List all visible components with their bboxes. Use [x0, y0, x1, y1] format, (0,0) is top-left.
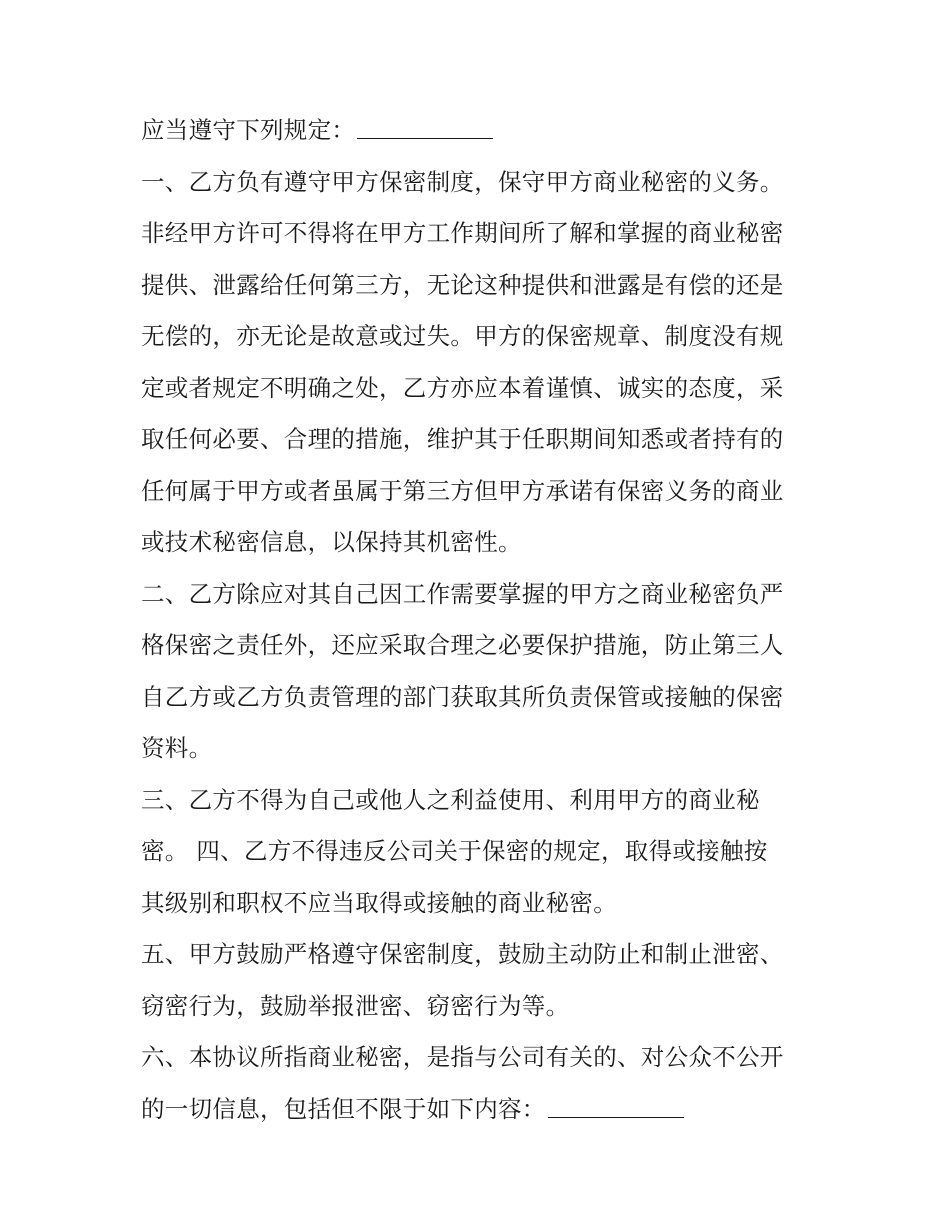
text-line [141, 1084, 821, 1136]
text-line: 密。 四、乙方不得违反公司关于保密的规定，取得或接触按 [141, 837, 768, 865]
text-line: 六、本协议所指商业秘密，是指与公司有关的、对公众不公开 [141, 1043, 784, 1071]
text-line: 五、甲方鼓励严格遵守保密制度，鼓励主动防止和制止泄密、 [141, 940, 784, 968]
text-line: 无偿的，亦无论是故意或过失。甲方的保密规章、制度没有规 [141, 322, 784, 350]
text-line: 三、乙方不得为自己或他人之利益使用、利用甲方的商业秘 [141, 785, 760, 814]
document-body [141, 105, 821, 1135]
text-line: 一、乙方负有遵守甲方保密制度，保守甲方商业秘密的义务。 [141, 167, 784, 196]
text-line: 或技术秘密信息，以保持其机密性。 [141, 528, 522, 556]
text-line: 任何属于甲方或者虽属于第三方但甲方承诺有保密义务的商业 [141, 476, 784, 505]
text-line: 资料。 [141, 734, 213, 762]
text-line: 自乙方或乙方负责管理的部门获取其所负责保管或接触的保密 [141, 682, 784, 711]
text-line: 提供、泄露给任何第三方，无论这种提供和泄露是有偿的还是 [141, 270, 784, 299]
text-line: 其级别和职权不应当取得或接触的商业秘密。 [141, 888, 617, 917]
fill-in-blank [548, 1095, 684, 1118]
text-line: 二、乙方除应对其自己因工作需要掌握的甲方之商业秘密负严 [141, 579, 784, 608]
text-line: 格保密之责任外，还应采取合理之必要保护措施，防止第三人 [141, 631, 784, 659]
text-line: 取任何必要、合理的措施，维护其于任职期间知悉或者持有的 [141, 425, 784, 453]
text-line [141, 105, 821, 157]
fill-in-blank [357, 116, 493, 139]
text-line: 窃密行为，鼓励举报泄密、窃密行为等。 [141, 991, 570, 1020]
line-text: 应当遵守下列规定： [141, 116, 356, 144]
text-line: 定或者规定不明确之处，乙方亦应本着谨慎、诚实的态度，采 [141, 373, 784, 402]
text-line: 非经甲方许可不得将在甲方工作期间所了解和掌握的商业秘密 [141, 219, 784, 247]
line-text: 的一切信息，包括但不限于如下内容： [141, 1094, 546, 1123]
